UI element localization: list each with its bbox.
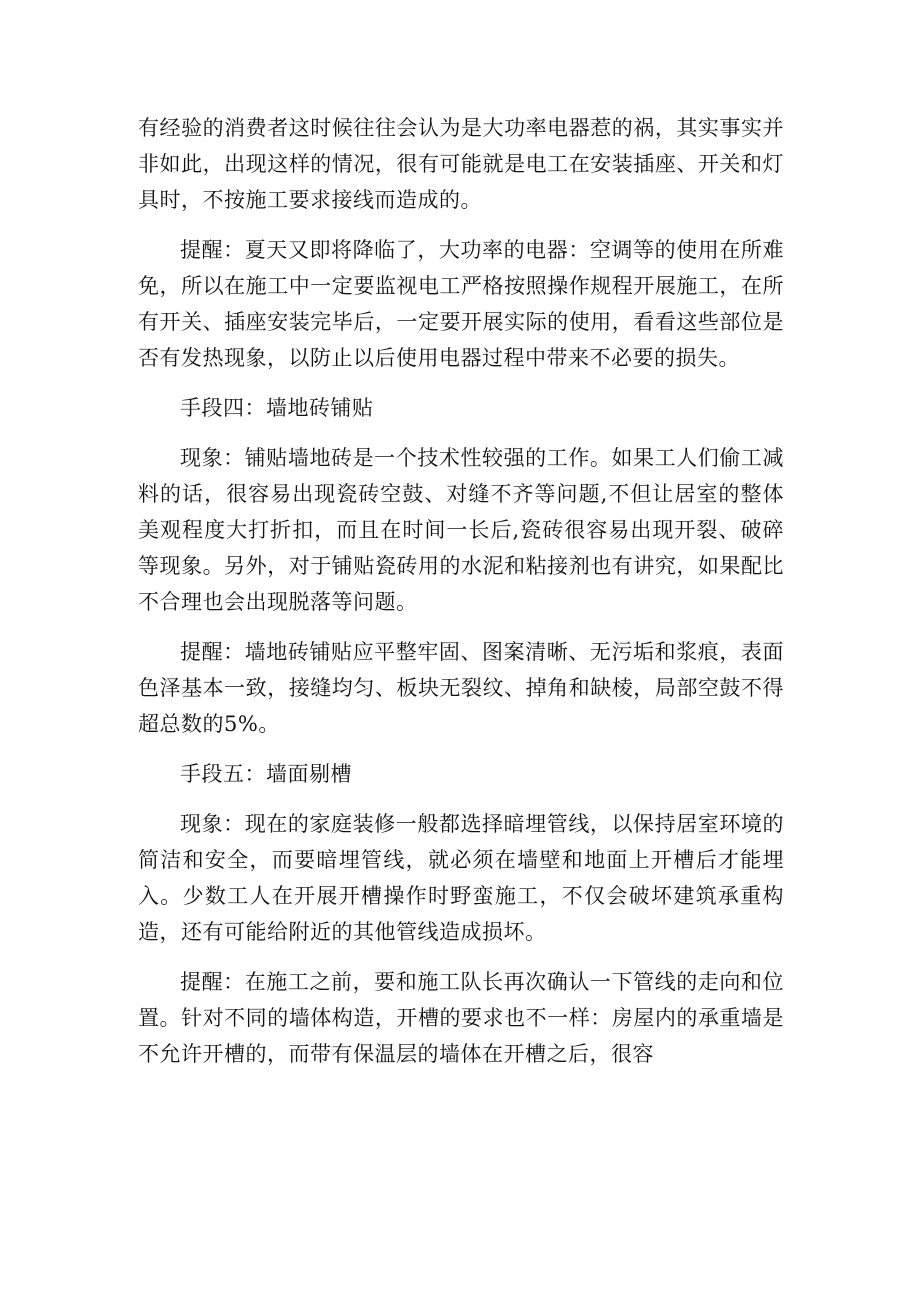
paragraph-reminder-tiling: 提醒：墙地砖铺贴应平整牢固、图案清晰、无污垢和浆痕，表面色泽基本一致，接缝均匀、板块无裂纹、掉角和缺棱，局部空鼓不得超总数的5%。 xyxy=(138,640,784,736)
section-heading-method-five: 手段五：墙面剔槽 xyxy=(180,762,352,786)
paragraph-phenomenon-tiling: 现象：铺贴墙地砖是一个技术性较强的工作。如果工人们偷工减料的话，很容易出现瓷砖空鼓、对缝不齐等问题,不但让居室的整体美观程度大打折扣，而且在时间一长后,瓷砖很容易出现开裂、破碎等现象。另外，对于铺贴瓷砖用的水泥和粘接剂也有讲究，如果配比不合理也会出现脱落等问题。 xyxy=(138,446,784,614)
paragraph-reminder-electrical: 提醒：夏天又即将降临了，大功率的电器：空调等的使用在所难免，所以在施工中一定要监视电工严格按照操作规程开展施工，在所有开关、插座安装完毕后，一定要开展实际的使用，看看这些部位是否有发热现象，以防止以后使用电器过程中带来不必要的损失。 xyxy=(138,238,784,370)
document-body xyxy=(138,110,784,1086)
paragraph-phenomenon-wall-groove: 现象：现在的家庭装修一般都选择暗埋管线，以保持居室环境的简洁和安全，而要暗埋管线，就必须在墙壁和地面上开槽后才能埋入。少数工人在开展开槽操作时野蛮施工，不仅会破坏建筑承重构造，还有可能给附近的其他管线造成损坏。 xyxy=(138,812,784,944)
paragraph-continuation: 有经验的消费者这时候往往会认为是大功率电器惹的祸，其实事实并非如此，出现这样的情况，很有可能就是电工在安装插座、开关和灯具时，不按施工要求接线而造成的。 xyxy=(138,116,784,212)
paragraph-reminder-wall-groove: 提醒：在施工之前，要和施工队长再次确认一下管线的走向和位置。针对不同的墙体构造，开槽的要求也不一样：房屋内的承重墙是不允许开槽的，而带有保温层的墙体在开槽之后，很容 xyxy=(138,970,784,1066)
section-heading-method-four: 手段四：墙地砖铺贴 xyxy=(180,396,374,420)
